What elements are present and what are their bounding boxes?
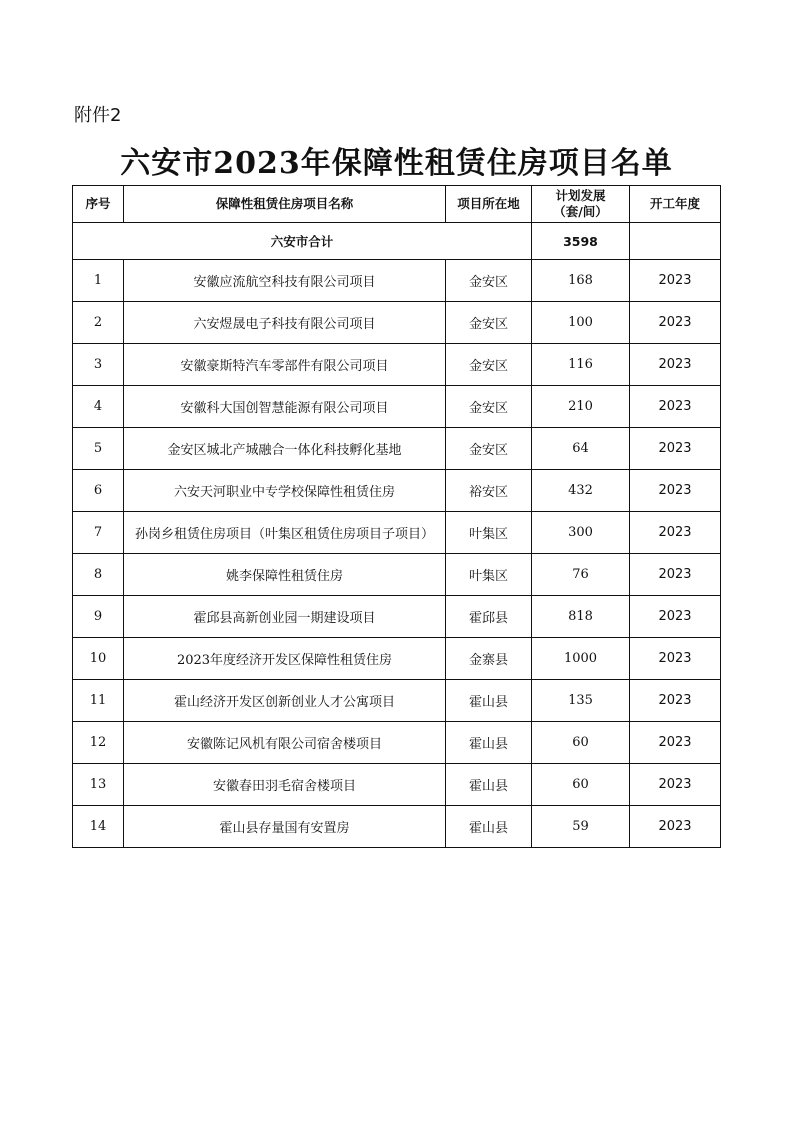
project-table — [72, 185, 721, 848]
cell-no: 14 — [73, 806, 124, 848]
cell-no: 4 — [73, 386, 124, 428]
cell-name: 安徽春田羽毛宿舍楼项目 — [124, 764, 446, 806]
cell-units: 64 — [532, 428, 630, 470]
cell-units: 1000 — [532, 638, 630, 680]
table-row — [73, 806, 721, 848]
cell-no: 6 — [73, 470, 124, 512]
cell-location: 霍山县 — [446, 764, 532, 806]
cell-name: 金安区城北产城融合一体化科技孵化基地 — [124, 428, 446, 470]
cell-location: 霍邱县 — [446, 596, 532, 638]
cell-no: 7 — [73, 512, 124, 554]
cell-units: 818 — [532, 596, 630, 638]
cell-name: 霍山经济开发区创新创业人才公寓项目 — [124, 680, 446, 722]
cell-name: 安徽科大国创智慧能源有限公司项目 — [124, 386, 446, 428]
cell-name: 姚李保障性租赁住房 — [124, 554, 446, 596]
total-row — [73, 223, 721, 260]
cell-location: 叶集区 — [446, 554, 532, 596]
cell-year: 2023 — [630, 722, 721, 764]
cell-year: 2023 — [630, 344, 721, 386]
cell-name: 霍山县存量国有安置房 — [124, 806, 446, 848]
cell-year: 2023 — [630, 512, 721, 554]
cell-name: 孙岗乡租赁住房项目（叶集区租赁住房项目子项目） — [124, 512, 446, 554]
cell-no: 8 — [73, 554, 124, 596]
cell-location: 金安区 — [446, 344, 532, 386]
cell-year: 2023 — [630, 680, 721, 722]
cell-units: 116 — [532, 344, 630, 386]
table-row — [73, 428, 721, 470]
table-row — [73, 386, 721, 428]
cell-location: 霍山县 — [446, 806, 532, 848]
cell-name: 安徽应流航空科技有限公司项目 — [124, 260, 446, 302]
cell-units: 100 — [532, 302, 630, 344]
cell-year: 2023 — [630, 428, 721, 470]
cell-location: 裕安区 — [446, 470, 532, 512]
cell-year: 2023 — [630, 386, 721, 428]
cell-location: 金安区 — [446, 386, 532, 428]
table-row — [73, 260, 721, 302]
cell-name: 2023年度经济开发区保障性租赁住房 — [124, 638, 446, 680]
cell-name: 霍邱县高新创业园一期建设项目 — [124, 596, 446, 638]
cell-year: 2023 — [630, 764, 721, 806]
header-units-line2: （套/间） — [553, 204, 608, 219]
header-location: 项目所在地 — [446, 186, 532, 223]
cell-units: 168 — [532, 260, 630, 302]
cell-location: 金寨县 — [446, 638, 532, 680]
header-name: 保障性租赁住房项目名称 — [124, 186, 446, 223]
table-row — [73, 764, 721, 806]
cell-no: 9 — [73, 596, 124, 638]
cell-location: 金安区 — [446, 260, 532, 302]
table-row — [73, 722, 721, 764]
cell-year: 2023 — [630, 638, 721, 680]
cell-year: 2023 — [630, 554, 721, 596]
cell-units: 60 — [532, 764, 630, 806]
cell-location: 叶集区 — [446, 512, 532, 554]
cell-location: 金安区 — [446, 428, 532, 470]
cell-name: 六安天河职业中专学校保障性租赁住房 — [124, 470, 446, 512]
header-units-line1: 计划发展 — [555, 188, 606, 204]
cell-year: 2023 — [630, 302, 721, 344]
table-header-row — [73, 186, 721, 223]
cell-units: 76 — [532, 554, 630, 596]
cell-units: 210 — [532, 386, 630, 428]
header-no: 序号 — [73, 186, 124, 223]
cell-units: 135 — [532, 680, 630, 722]
table-row — [73, 470, 721, 512]
total-year — [630, 223, 721, 260]
cell-location: 霍山县 — [446, 722, 532, 764]
cell-year: 2023 — [630, 260, 721, 302]
cell-no: 12 — [73, 722, 124, 764]
header-units — [532, 186, 630, 223]
total-label: 六安市合计 — [73, 223, 532, 260]
cell-no: 5 — [73, 428, 124, 470]
cell-year: 2023 — [630, 470, 721, 512]
cell-year: 2023 — [630, 806, 721, 848]
cell-no: 2 — [73, 302, 124, 344]
cell-no: 13 — [73, 764, 124, 806]
header-year: 开工年度 — [630, 186, 721, 223]
cell-units: 60 — [532, 722, 630, 764]
cell-units: 59 — [532, 806, 630, 848]
table-row — [73, 554, 721, 596]
cell-location: 金安区 — [446, 302, 532, 344]
attachment-label: 附件2 — [74, 105, 122, 126]
cell-name: 六安煜晟电子科技有限公司项目 — [124, 302, 446, 344]
cell-name: 安徽豪斯特汽车零部件有限公司项目 — [124, 344, 446, 386]
table-row — [73, 302, 721, 344]
cell-units: 432 — [532, 470, 630, 512]
table-row — [73, 512, 721, 554]
cell-location: 霍山县 — [446, 680, 532, 722]
cell-no: 1 — [73, 260, 124, 302]
page-title: 六安市2023年保障性租赁住房项目名单 — [120, 146, 673, 181]
table-row — [73, 344, 721, 386]
cell-year: 2023 — [630, 596, 721, 638]
cell-no: 11 — [73, 680, 124, 722]
cell-name: 安徽陈记风机有限公司宿舍楼项目 — [124, 722, 446, 764]
cell-units: 300 — [532, 512, 630, 554]
table-row — [73, 680, 721, 722]
table-row — [73, 596, 721, 638]
cell-no: 10 — [73, 638, 124, 680]
total-units: 3598 — [532, 223, 630, 260]
cell-no: 3 — [73, 344, 124, 386]
table-row — [73, 638, 721, 680]
